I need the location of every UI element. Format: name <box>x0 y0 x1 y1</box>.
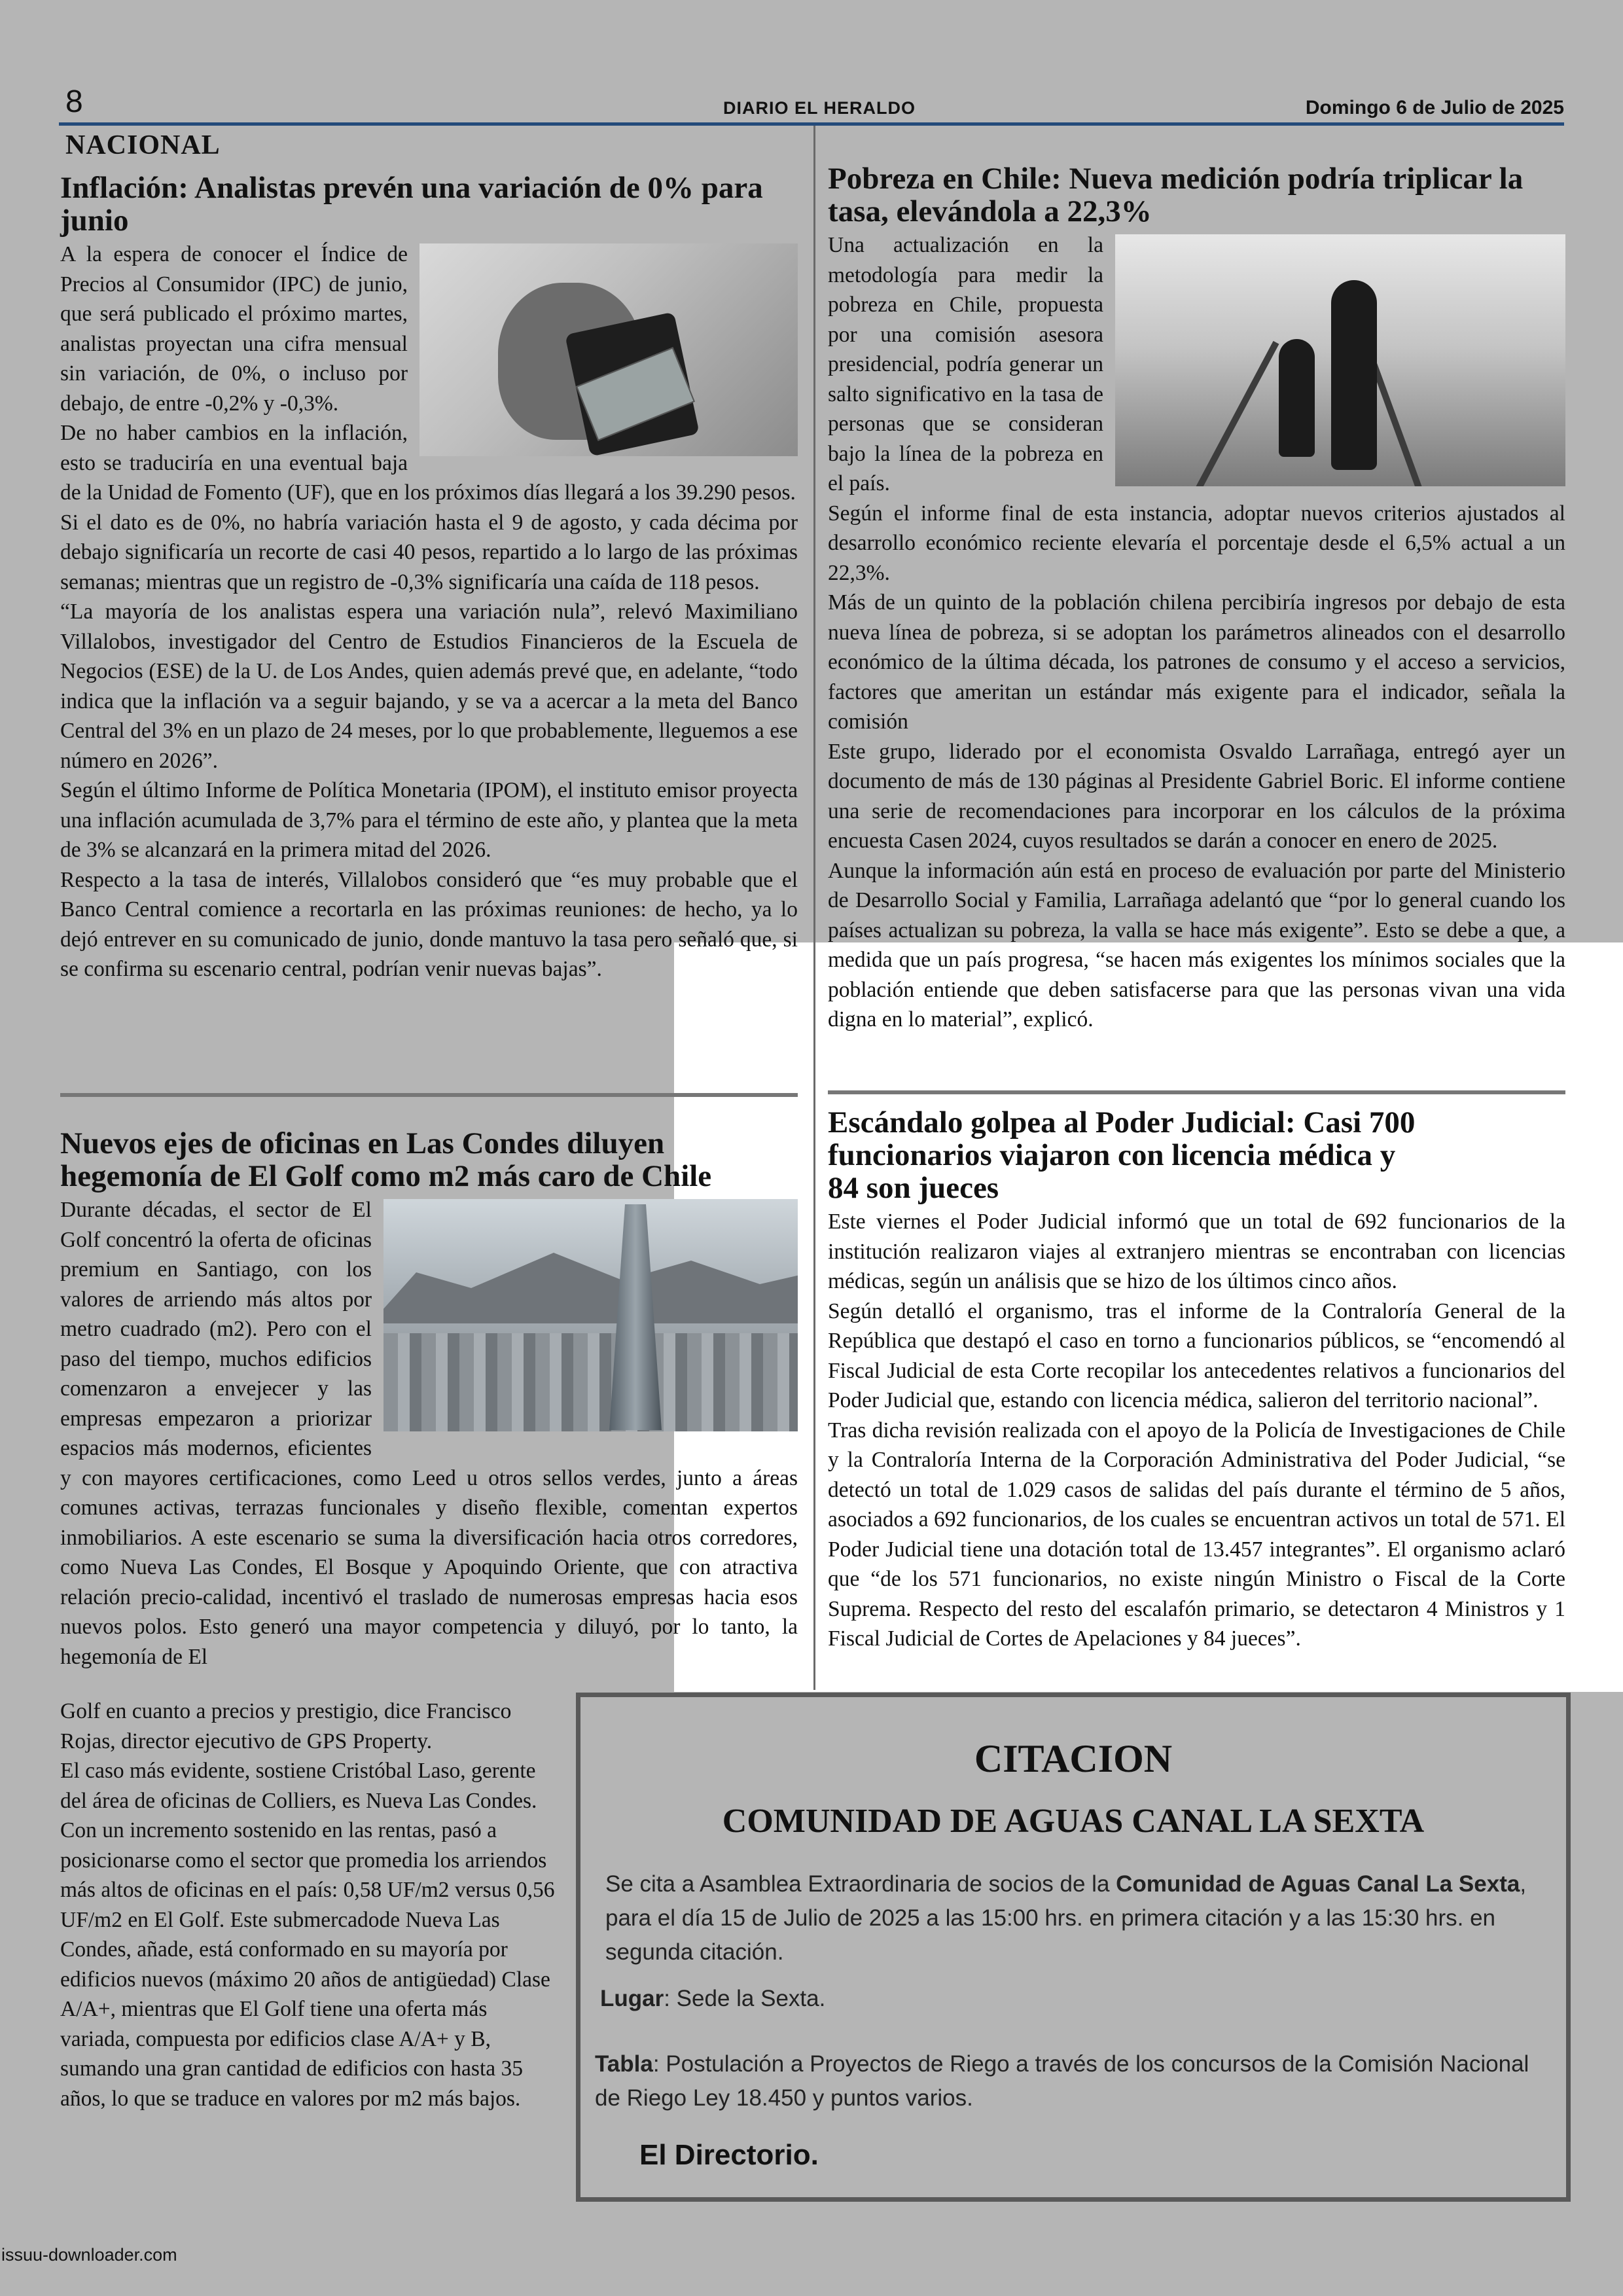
article-paragraph: Más de un quinto de la población chilena percibiría ingresos por debajo de esta nueva línea de pobreza, si se adoptan los parámetros alineados con el desarrollo económico de la última década, los patrones de consumo y el acceso a servicios, factores que ameritan un estándar más exigente para el indicador, señala la comisión <box>828 590 1565 734</box>
article-paragraph: Respecto a la tasa de interés, Villalobos consideró que “es muy probable que el Banco Central comience a recortarla en las próximas reuniones: de hecho, ya lo dejó entrever en su comunicado de junio, donde mantuvo la tasa pero señaló que, si se confirma su escenario central, podrían venir nuevas bajas”. <box>60 867 798 981</box>
column-divider <box>813 126 815 1690</box>
article-paragraph: Durante décadas, el sector de El Golf concentró la oferta de oficinas premium en Santiago, con los valores de arriendo más altos por metro cuadrado (m2). Pero con el paso del tiempo, muchos edificios comenzaron a envejecer y las empresas empezaron a priorizar espacios más modernos, eficientes y con mayores certificaciones, como Leed u otros sellos verdes, junto a áreas comunes activas, terrazas funcionales y diseño flexible, comentan expertos inmobiliarios. A este escenario se suma la diversificación hacia otros corredores, como Nueva Las Condes, El Bosque y Apoquindo Oriente, que con atractiva relación precio-calidad, incentivó el traslado de numerosas empresas hacia esos nuevos polos. Esto generó una mayor competencia y diluyó, por lo tanto, la hegemonía de El <box>60 1198 798 1669</box>
article-paragraph: De no haber cambios en la inflación, esto se traduciría en una eventual baja de la Unidad de Fomento (UF), que en los próximos días llegará a los 39.290 pesos. <box>60 421 796 505</box>
article-paragraph: Según el informe final de esta instancia, adoptar nuevos criterios ajustados al desarrollo económico reciente elevaría el porcentaje desde el 6,5% actual a un 22,3%. <box>828 501 1565 585</box>
notice-text: Se cita a Asamblea Extraordinaria de socios de la <box>605 1871 1116 1897</box>
notice-lugar <box>600 1982 1529 2016</box>
tabla-value: : Postulación a Proyectos de Riego a través de los concursos de la Comisión Nacional de Riego Ley 18.450 y puntos varios. <box>595 2051 1529 2111</box>
lugar-label: Lugar <box>600 1986 664 2011</box>
watermark-footer: issuu-downloader.com <box>1 2245 177 2265</box>
article-paragraph: Tras dicha revisión realizada con el apoyo de la Policía de Investigaciones de Chile y la Contraloría Interna de la Corporación Administrativa del Poder Judicial, “se detectó un total de 1.029 casos de salidas del país durante el término de 5 años, asociados a 692 funcionarios, de los cuales se encuentran activos un total de 571. El Poder Judicial tiene una dotación total de 13.457 integrantes”. El organismo aclaró que “de los 571 funcionarios, no existe ningún Ministro o Fiscal de la Corte Suprema. Respecto del resto del escalafón primario, se detectaron 4 Ministros y 1 Fiscal Judicial de Cortes de Apelaciones y 84 jueces”. <box>828 1418 1565 1651</box>
notice-org: Comunidad de Aguas Canal La Sexta <box>1116 1871 1520 1897</box>
page-header <box>59 79 1564 126</box>
tabla-label: Tabla <box>595 2051 653 2077</box>
article-inflacion <box>60 171 798 984</box>
cash-photo <box>419 243 798 456</box>
article-oficinas-continuation <box>60 1696 561 2113</box>
notice-signature: El Directorio. <box>639 2139 819 2171</box>
skyline-photo <box>383 1199 798 1431</box>
article-judicial <box>828 1106 1565 1654</box>
article-paragraph: Este grupo, liderado por el economista Osvaldo Larrañaga, entregó ayer un documento de más de 130 páginas al Presidente Gabriel Boric. El informe contiene una serie de recomendaciones para incorporar en los cálculos de la próxima encuesta Casen 2024, cuyos resultados se darán a conocer en enero de 2025. <box>828 739 1565 853</box>
article-paragraph: Según detalló el organismo, tras el informe de la Contraloría General de la República que destapó el caso en torno a funcionarios públicos, se “encomendó al Fiscal Judicial de esta Corte recopilar los antecedentes relativos a funcionarios del Poder Judicial que, estando con licencia médica, salieron del territorio nacional”. <box>828 1299 1565 1412</box>
lugar-value: : Sede la Sexta. <box>664 1986 826 2011</box>
article-pobreza <box>828 162 1565 1035</box>
article-paragraph: Una actualización en la metodología para medir la pobreza en Chile, propuesta por una comisión asesora presidencial, podría generar un salto significativo en la tasa de personas que se consideran bajo la línea de la pobreza en el país. <box>828 233 1103 495</box>
article-paragraph: Golf en cuanto a precios y prestigio, dice Francisco Rojas, director ejecutivo de GPS Property. <box>60 1699 512 1753</box>
issue-date: Domingo 6 de Julio de 2025 <box>1305 97 1564 118</box>
article-title: Pobreza en Chile: Nueva medición podría triplicar la tasa, elevándola a 22,3% <box>828 162 1524 228</box>
citacion-notice <box>576 1693 1571 2202</box>
publication-name: DIARIO EL HERALDO <box>723 98 916 118</box>
article-paragraph: Este viernes el Poder Judicial informó que un total de 692 funcionarios de la institución realizaron viajes al extranjero mientras se encontraban con licencias médicas, según un análisis que se hizo de los últimos cinco años. <box>828 1210 1565 1293</box>
article-title: Nuevos ejes de oficinas en Las Condes diluyen hegemonía de El Golf como m2 más caro de Chile <box>60 1126 712 1193</box>
article-paragraph: El caso más evidente, sostiene Cristóbal Laso, gerente del área de oficinas de Colliers, es Nueva Las Condes. Con un incremento sostenido en las rentas, pasó a posicionarse como el sector que promedia los arriendos más altos de oficinas en el país: 0,58 UF/m2 versus 0,56 UF/m2 en El Golf. Este submercadode Nueva Las Condes, añade, está conformado en su mayoría por edificios nuevos (máximo 20 años de antigüedad) Clase A/A+, mientras que El Golf tiene una oferta más variada, compuesta por edificios clase A/A+ y B, sumando una gran cantidad de edificios con hasta 35 años, lo que se traduce en valores por m2 más bajos. <box>60 1759 555 2111</box>
article-paragraph: A la espera de conocer el Índice de Precios al Consumidor (IPC) de junio, que será publicado el próximo martes, analistas proyectan una cifra mensual sin variación, de 0%, o incluso por debajo, de entre -0,2% y -0,3%. <box>60 242 408 416</box>
article-oficinas <box>60 1127 798 1672</box>
notice-title: CITACION <box>974 1737 1173 1780</box>
article-paragraph: Según el último Informe de Política Monetaria (IPOM), el instituto emisor proyecta una inflación acumulada de 3,7% para el término de este año, y plantea que la meta de 3% se alcanzará en la primera mitad del 2026. <box>60 778 798 862</box>
article-paragraph: Aunque la información aún está en proceso de evaluación por parte del Ministerio de Desarrollo Social y Familia, Larrañaga adelantó que “por lo general cuando los países actualizan su pobreza, la valla se hace más exigente”. Esto se debe a que, a medida que un país progresa, “se hacen más exigentes los mínimos sociales que la población entiende que deben satisfacerse para que las personas vivan una vida digna en lo material”, explicó. <box>828 858 1565 1031</box>
railway-photo <box>1115 234 1565 486</box>
notice-body <box>605 1867 1535 1969</box>
article-paragraph: Si el dato es de 0%, no habría variación hasta el 9 de agosto, y cada décima por debajo significaría un recorte de casi 40 pesos, repartido a lo largo de las próximas semanas; mientras que un registro de -0,3% significaría una caída de 118 pesos. <box>60 510 798 594</box>
article-paragraph: “La mayoría de los analistas espera una variación nula”, relevó Maximiliano Villalobos, investigador del Centro de Estudios Financieros de la Escuela de Negocios (ESE) de la U. de Los Andes, quien además prevé que, en adelante, “todo indica que la inflación va a seguir bajando, y se va a acercar a la meta del Banco Central del 3% en un plazo de 24 meses, por lo que probablemente, lleguemos a ese número en 2026”. <box>60 600 798 773</box>
notice-subtitle: COMUNIDAD DE AGUAS CANAL LA SEXTA <box>722 1803 1425 1840</box>
article-separator <box>828 1090 1565 1094</box>
article-title: Escándalo golpea al Poder Judicial: Casi 700 funcionarios viajaron con licencia médica y 84 son jueces <box>828 1105 1416 1205</box>
notice-text: , para el día 15 de Julio de 2025 a las 15:00 hrs. en primera citación y a las 15:30 hrs. en segunda citación. <box>605 1871 1527 1965</box>
article-separator <box>60 1093 798 1097</box>
page-number: 8 <box>65 84 83 119</box>
article-title: Inflación: Analistas prevén una variación de 0% para junio <box>60 171 763 238</box>
section-label: NACIONAL <box>65 130 221 160</box>
notice-tabla <box>595 2047 1531 2115</box>
